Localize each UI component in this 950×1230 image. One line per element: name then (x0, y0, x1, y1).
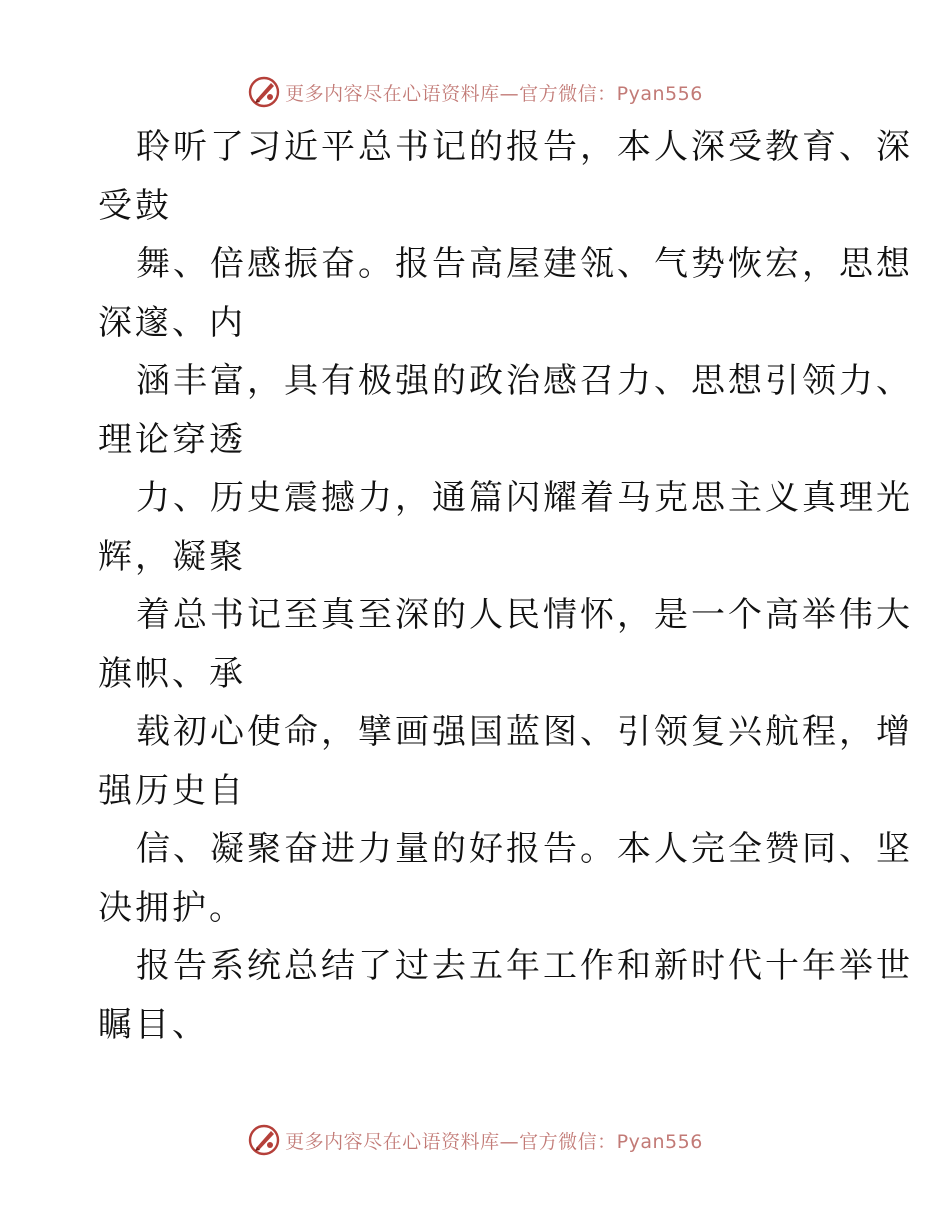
text-line: 旗帜、承 (98, 653, 246, 694)
text-line: 聆听了习近平总书记的报告，本人深受教育、深 (136, 127, 913, 167)
text-line: 理论穿透 (98, 419, 246, 460)
footer-banner-text: 更多内容尽在心语资料库—官方微信：Pyan556 (285, 1130, 703, 1153)
text-line: 载初心使命，擘画强国蓝图、引领复兴航程，增 (136, 712, 913, 752)
text-line: 受鼓 (98, 185, 172, 226)
text-line: 瞩目、 (98, 1004, 209, 1045)
text-line: 强历史自 (98, 770, 246, 811)
text-line: 报告系统总结了过去五年工作和新时代十年举世 (136, 946, 913, 986)
text-line: 力、历史震撼力，通篇闪耀着马克思主义真理光 (136, 478, 913, 518)
text-line: 深邃、内 (98, 302, 246, 343)
text-line: 辉，凝聚 (98, 536, 246, 577)
quill-pen-logo-icon (247, 75, 281, 109)
text-line: 着总书记至真至深的人民情怀，是一个高举伟大 (136, 595, 913, 635)
footer-banner (0, 1120, 950, 1160)
text-line: 决拥护。 (98, 887, 246, 928)
header-banner-text: 更多内容尽在心语资料库—官方微信：Pyan556 (285, 82, 703, 105)
text-line: 舞、倍感振奋。报告高屋建瓴、气势恢宏，思想 (136, 244, 913, 284)
document-body (98, 118, 913, 1054)
header-banner (0, 72, 950, 112)
quill-pen-logo-icon (247, 1123, 281, 1157)
text-line: 信、凝聚奋进力量的好报告。本人完全赞同、坚 (136, 829, 913, 869)
text-line: 涵丰富，具有极强的政治感召力、思想引领力、 (136, 361, 913, 401)
